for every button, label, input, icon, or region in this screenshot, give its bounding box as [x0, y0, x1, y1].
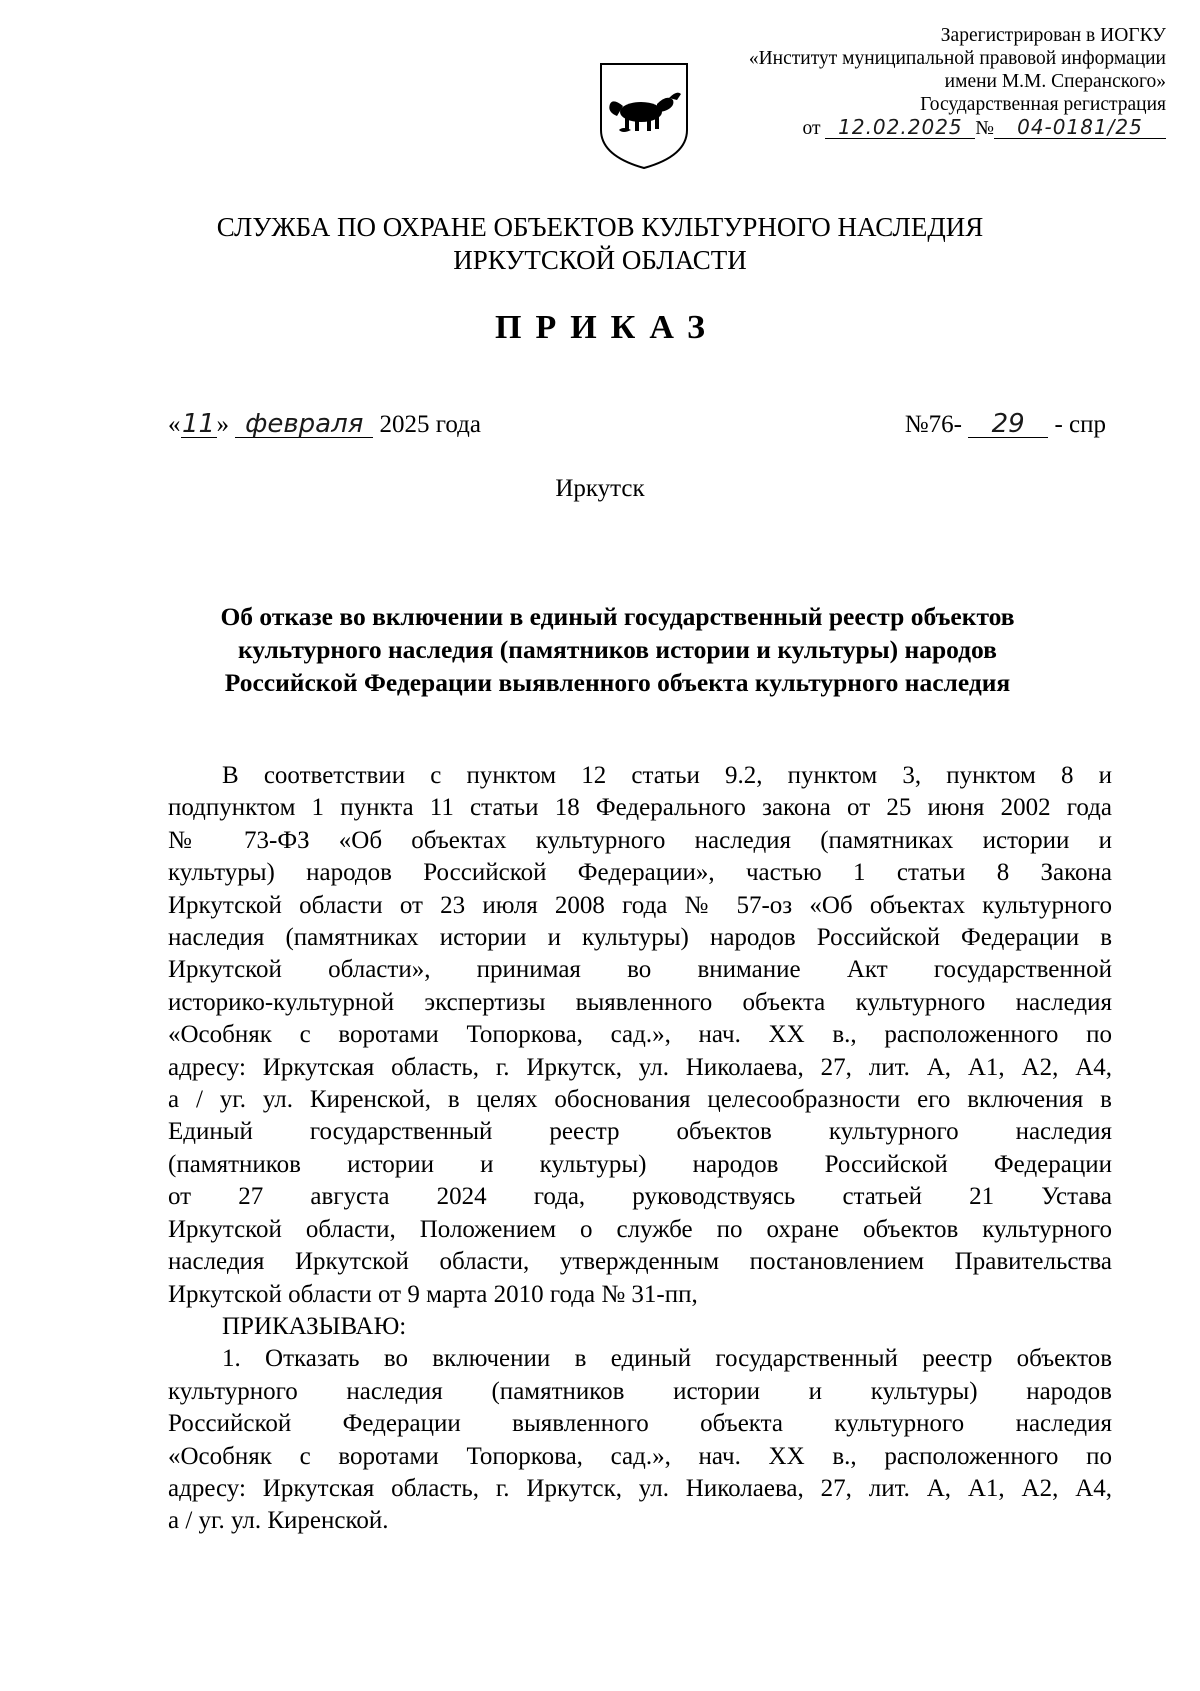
order-number-suffix: - спр: [1054, 411, 1106, 438]
body-line: адресу: Иркутская область, г. Иркутск, ул. Николаева, 27, лит. А, А1, А2, А4,: [168, 1053, 1112, 1081]
registration-line-1: Зарегистрирован в ИОГКУ: [940, 25, 1166, 46]
body-line: культурного наследия (памятников истории и культуры) народов: [168, 1377, 1112, 1405]
subject-line-1: Об отказе во включении в единый государственный реестр объектов: [220, 602, 1015, 631]
irkutsk-coat-of-arms-icon: [597, 60, 691, 172]
body-line: от 27 августа 2024 года, руководствуясь статьей 21 Устава: [168, 1183, 1112, 1211]
registration-number: 04-0181/25: [994, 116, 1166, 139]
order-month: февраля: [235, 411, 373, 438]
order-word: ПРИКАЗЫВАЮ:: [222, 1312, 407, 1340]
order-day: 11: [181, 409, 216, 439]
body-line: Российской Федерации выявленного объекта культурного наследия: [168, 1410, 1112, 1438]
order-subject: [150, 600, 1085, 699]
city: Иркутск: [555, 475, 645, 502]
body-line: «Особняк с воротами Топоркова, сад.», нач. XX в., расположенного по: [168, 1442, 1112, 1470]
agency-name-line-2: ИРКУТСКОЙ ОБЛАСТИ: [453, 245, 747, 275]
body-line: 1. Отказать во включении в единый государственный реестр объектов: [222, 1345, 1112, 1373]
order-number-value: 29: [968, 411, 1048, 438]
order-title: ПРИКАЗ: [495, 309, 719, 346]
registration-line-4: Государственная регистрация: [920, 94, 1166, 115]
date-quote-open: «: [168, 411, 181, 438]
subject-line-3: Российской Федерации выявленного объекта культурного наследия: [224, 668, 1011, 697]
registration-date-line: [749, 116, 1166, 140]
registration-date: 12.02.2025: [825, 116, 975, 139]
body-line: историко-культурной экспертизы выявленного объекта культурного наследия: [168, 988, 1112, 1016]
body-line: Единый государственный реестр объектов культурного наследия: [168, 1118, 1112, 1146]
order-number: [905, 409, 1106, 441]
order-number-prefix: №76-: [904, 411, 962, 438]
body-line: подпунктом 1 пункта 11 статьи 18 Федерального закона от 25 июня 2002 года: [168, 794, 1112, 822]
registration-line-3: имени М.М. Сперанского»: [944, 71, 1166, 92]
body-line: Иркутской области», принимая во внимание Акт государственной: [168, 956, 1112, 984]
body-line: наследия (памятниках истории и культуры) народов Российской Федерации в: [168, 924, 1112, 952]
subject-line-2: культурного наследия (памятников истории и культуры) народов: [238, 635, 997, 664]
body-line: а / уг. ул. Киренской, в целях обоснования целесообразности его включения в: [168, 1086, 1112, 1114]
registration-stamp: [749, 24, 1166, 140]
body-line: «Особняк с воротами Топоркова, сад.», нач. XX в., расположенного по: [168, 1021, 1112, 1049]
body-line: наследия Иркутской области, утвержденным постановлением Правительства: [168, 1248, 1112, 1276]
order-year: 2025 года: [379, 411, 481, 438]
date-quote-close: »: [216, 411, 229, 438]
date-number-row: [168, 409, 1106, 441]
registration-from-label: от: [802, 118, 821, 139]
body-line: адресу: Иркутская область, г. Иркутск, ул. Николаева, 27, лит. А, А1, А2, А4,: [168, 1474, 1112, 1502]
body-line: № 73-ФЗ «Об объектах культурного наследия (памятниках истории и: [168, 826, 1112, 854]
body-line: Иркутской области от 9 марта 2010 года № 31-пп,: [168, 1280, 698, 1308]
order-date: [168, 409, 481, 441]
body-line: В соответствии с пунктом 12 статьи 9.2, пунктом 3, пунктом 8 и: [222, 762, 1112, 789]
body-line: Иркутской области, Положением о службе по охране объектов культурного: [168, 1215, 1112, 1243]
body-line: а / уг. ул. Киренской.: [168, 1507, 389, 1535]
body-line: Иркутской области от 23 июля 2008 года № 57-оз «Об объектах культурного: [168, 891, 1112, 919]
agency-name: [0, 211, 1200, 277]
order-body: [168, 760, 1112, 1538]
body-line: культуры) народов Российской Федерации», частью 1 статьи 8 Закона: [168, 859, 1112, 887]
body-line: (памятников истории и культуры) народов Российской Федерации: [168, 1150, 1112, 1178]
registration-line-2: «Институт муниципальной правовой информации: [748, 48, 1166, 69]
agency-name-line-1: СЛУЖБА ПО ОХРАНЕ ОБЪЕКТОВ КУЛЬТУРНОГО НАСЛЕДИЯ: [216, 212, 984, 242]
registration-number-label: №: [975, 118, 994, 139]
